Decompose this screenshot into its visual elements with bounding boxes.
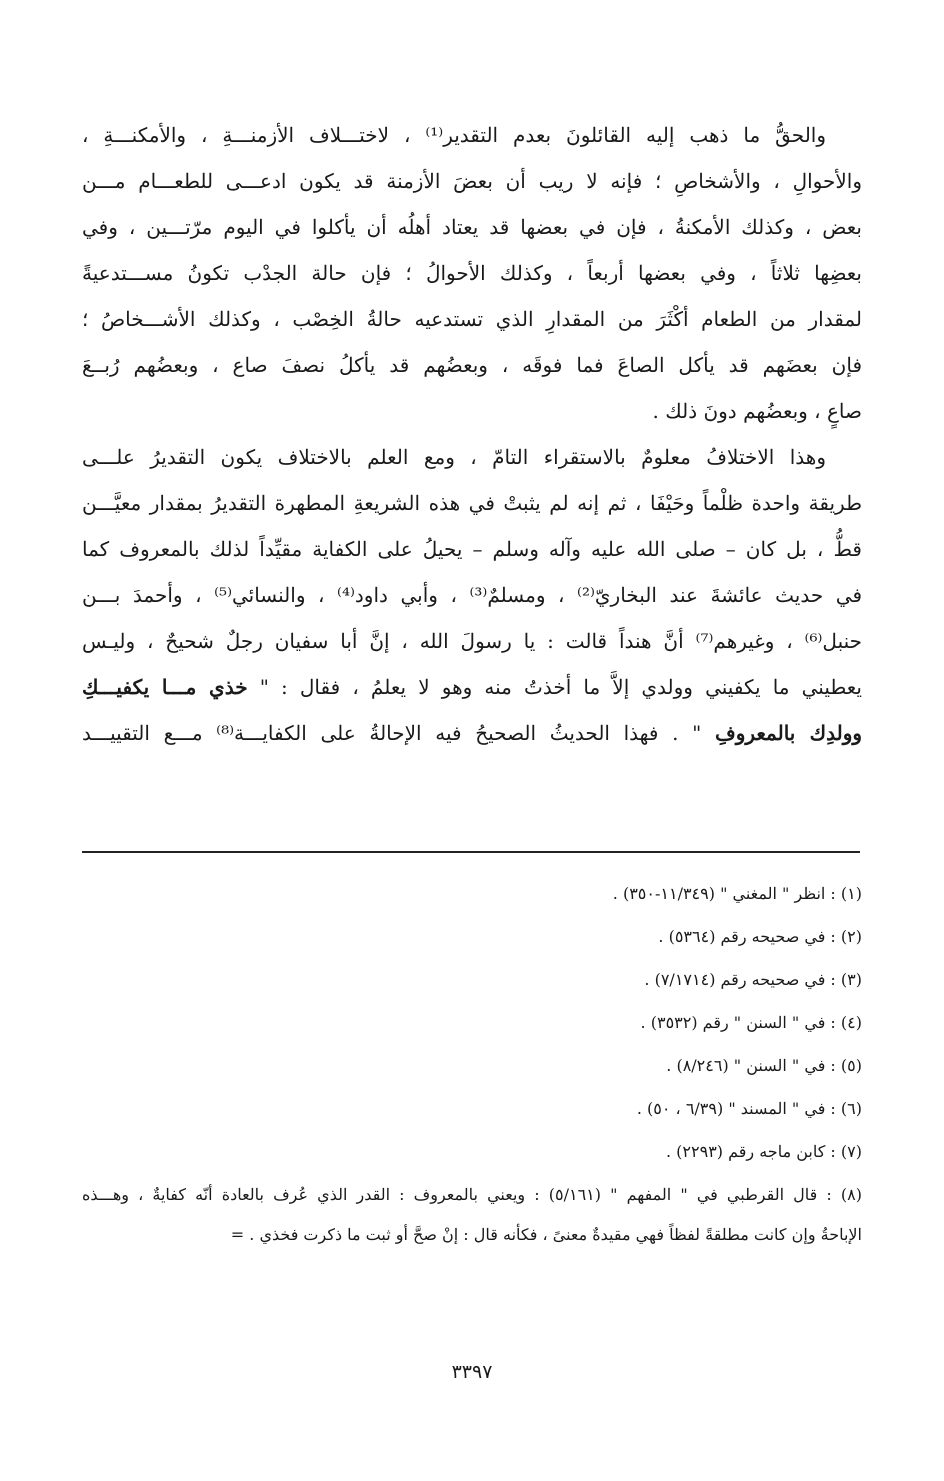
line-text: " . فهذا الحديثُ الصحيحُ فيه الإحالةُ على الكفايـــة⁽⁸⁾ مـــع التقييـــد [82,721,715,745]
text-line: بعض ، وكذلك الأمكنةُ ، فإن في بعضها قد يعتاد أهلُه أن يأكلوا في اليوم مرّتـــين ، وفي [82,215,862,239]
footnote: (٤) : في " السنن " رقم (٣٥٣٢) . [640,1013,862,1032]
text-line: قطُّ ، بل كان – صلى الله عليه وآله وسلم – يحيلُ على الكفاية مقيِّداً لذلك بالمعروف كما [82,537,862,561]
footnote: (٦) : في " المسند " (٦/٣٩ ، ٥٠) . [636,1099,862,1118]
text-line: والحقُّ ما ذهب إليه القائلونَ بعدم التقدير⁽¹⁾ ، لاختـــلاف الأزمنـــةِ ، والأمكنـــةِ ، [82,123,826,147]
footnote: (١) : انظر " المغني " (١١/٣٤٩-٣٥٠) . [612,884,862,903]
footnote: (٥) : في " السنن " (٨/٢٤٦) . [666,1056,862,1075]
page-number: ٣٣٩٧ [451,1361,493,1383]
main-text [82,112,862,756]
text-line: صاعٍ ، وبعضُهم دونَ ذلك . [652,399,862,423]
text-line [82,710,862,756]
text-line: طريقة واحدة ظلْماً وحَيْفَا ، ثم إنه لم يثبتْ في هذه الشريعةِ المطهرة التقديرُ بمقدار معيَّـــن [82,491,862,515]
footnote: (٢) : في صحيحه رقم (٥٣٦٤) . [658,927,862,946]
footnote: (٨) : قال القرطبي في " المفهم " (٥/١٦١) : ويعني بالمعروف : القدر الذي عُرف بالعادة أنّه كفايةٌ ، وهـــذه [82,1185,862,1204]
line-text: يعطيني ما يكفيني وولدي إلاَّ ما أخذتُ منه وهو لا يعلمُ ، فقال : " [247,675,862,699]
footnote-continuation: الإباحةُ وإن كانت مطلقةً لفظاً فهي مقيدةٌ معنىً ، فكأنه قال : إنْ صحَّ أو ثبت ما ذكرت فخذي . = [230,1225,862,1244]
text-line: والأحوالِ ، والأشخاصِ ؛ فإنه لا ريب أن بعضَ الأزمنة قد يكون ادعـــى للطعـــام مـــن [82,169,862,193]
text-line: وهذا الاختلافُ معلومٌ بالاستقراء التامّ ، ومع العلم بالاختلاف يكون التقديرُ علـــى [82,445,827,469]
text-line: حنبل⁽⁶⁾ ، وغيرهم⁽⁷⁾ أنَّ هنداً قالت : يا رسولَ الله ، إنَّ أبا سفيان رجلٌ شحيحٌ ، وليـس [82,629,862,653]
text-line: لمقدار من الطعام أكْثَرَ من المقدارِ الذي تستدعيه حالةُ الخِصْب ، وكذلك الأشـــخاصُ ؛ [82,307,862,331]
text-line [82,664,862,710]
text-line: في حديث عائشةَ عند البخاريّ⁽²⁾ ، ومسلمٌ⁽³⁾ ، وأبي داود⁽⁴⁾ ، والنسائي⁽⁵⁾ ، وأحمدَ بـــن [82,583,862,607]
footnote: (٧) : كابن ماجه رقم (٢٢٩٣) . [665,1142,862,1161]
footnote: (٣) : في صحيحه رقم (٧/١٧١٤) . [644,970,862,989]
text-line: بعضِها ثلاثاً ، وفي بعضها أربعاً ، وكذلك الأحوالُ ؛ فإن حالة الجدْب تكونُ مســـتدعيةً [82,261,862,285]
hadith-quote: وولدِك بالمعروفِ [714,721,862,745]
footnotes [82,872,862,1254]
hadith-quote: خذي مـــا يكفيـــكِ [82,675,248,699]
footnote-separator [82,851,860,853]
text-line: فإن بعضَهم قد يأكل الصاعَ فما فوقَه ، وبعضُهم قد يأكلُ نصفَ صاع ، وبعضُهم رُبــعَ [82,353,862,377]
